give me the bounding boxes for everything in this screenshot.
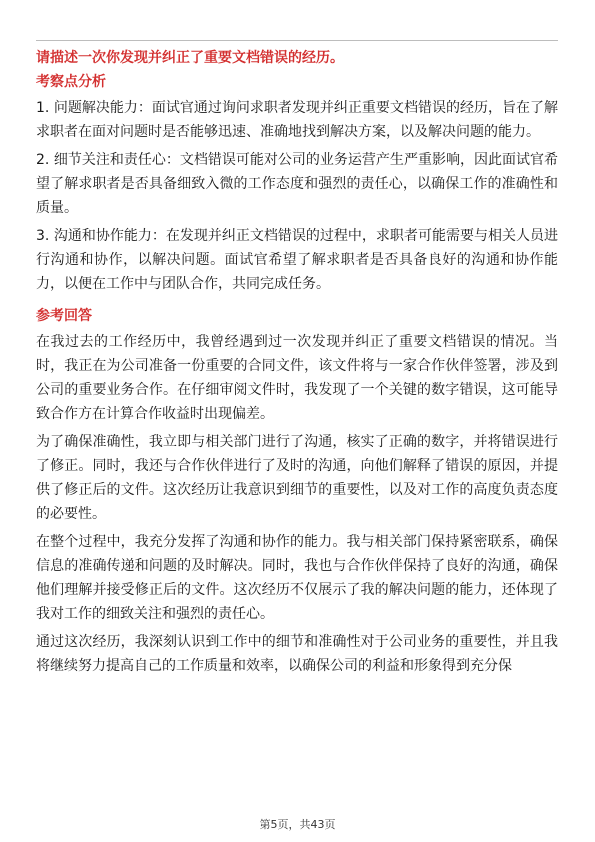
answer-paragraph: 在我过去的工作经历中，我曾经遇到过一次发现并纠正了重要文档错误的情况。当时，我正在为公司准备一份重要的合同文件，该文件将与一家合作伙伴签署，涉及到公司的重要业务合作。在仔细审阅文件时，我发现了一个关键的数字错误，这可能导致合作方在计算合作收益时出现偏差。 — [36, 334, 558, 422]
page-number: 第5页，共43页 — [259, 818, 336, 831]
answer-title: 参考回答 — [36, 308, 92, 324]
answer-paragraph: 通过这次经历，我深刻认识到工作中的细节和准确性对于公司业务的重要性，并且我将继续努力提高自己的工作质量和效率，以确保公司的利益和形象得到充分保 — [36, 634, 558, 674]
top-divider — [36, 40, 558, 41]
analysis-point: 2. 细节关注和责任心：文档错误可能对公司的业务运营产生严重影响，因此面试官希望了解求职者是否具备细致入微的工作态度和强烈的责任心，以确保工作的准确性和质量。 — [36, 152, 558, 216]
answer-paragraph: 在整个过程中，我充分发挥了沟通和协作的能力。我与相关部门保持紧密联系，确保信息的准确传递和问题的及时解决。同时，我也与合作伙伴保持了良好的沟通，确保他们理解并接受修正后的文件。这次经历不仅展示了我的解决问题的能力，还体现了我对工作的细致关注和强烈的责任心。 — [36, 534, 558, 622]
document-body — [36, 48, 558, 682]
answer-paragraph: 为了确保准确性，我立即与相关部门进行了沟通，核实了正确的数字，并将错误进行了修正。同时，我还与合作伙伴进行了及时的沟通，向他们解释了错误的原因，并提供了修正后的文件。这次经历让我意识到细节的重要性，以及对工作的高度负责态度的必要性。 — [36, 434, 558, 522]
analysis-point: 1. 问题解决能力：面试官通过询问求职者发现并纠正重要文档错误的经历，旨在了解求职者在面对问题时是否能够迅速、准确地找到解决方案，以及解决问题的能力。 — [36, 100, 558, 140]
question-heading: 请描述一次你发现并纠正了重要文档错误的经历。 — [36, 50, 344, 66]
analysis-point: 3. 沟通和协作能力：在发现并纠正文档错误的过程中，求职者可能需要与相关人员进行沟通和协作，以解决问题。面试官希望了解求职者是否具备良好的沟通和协作能力，以便在工作中与团队合作，共同完成任务。 — [36, 228, 558, 292]
analysis-title: 考察点分析 — [36, 74, 106, 90]
